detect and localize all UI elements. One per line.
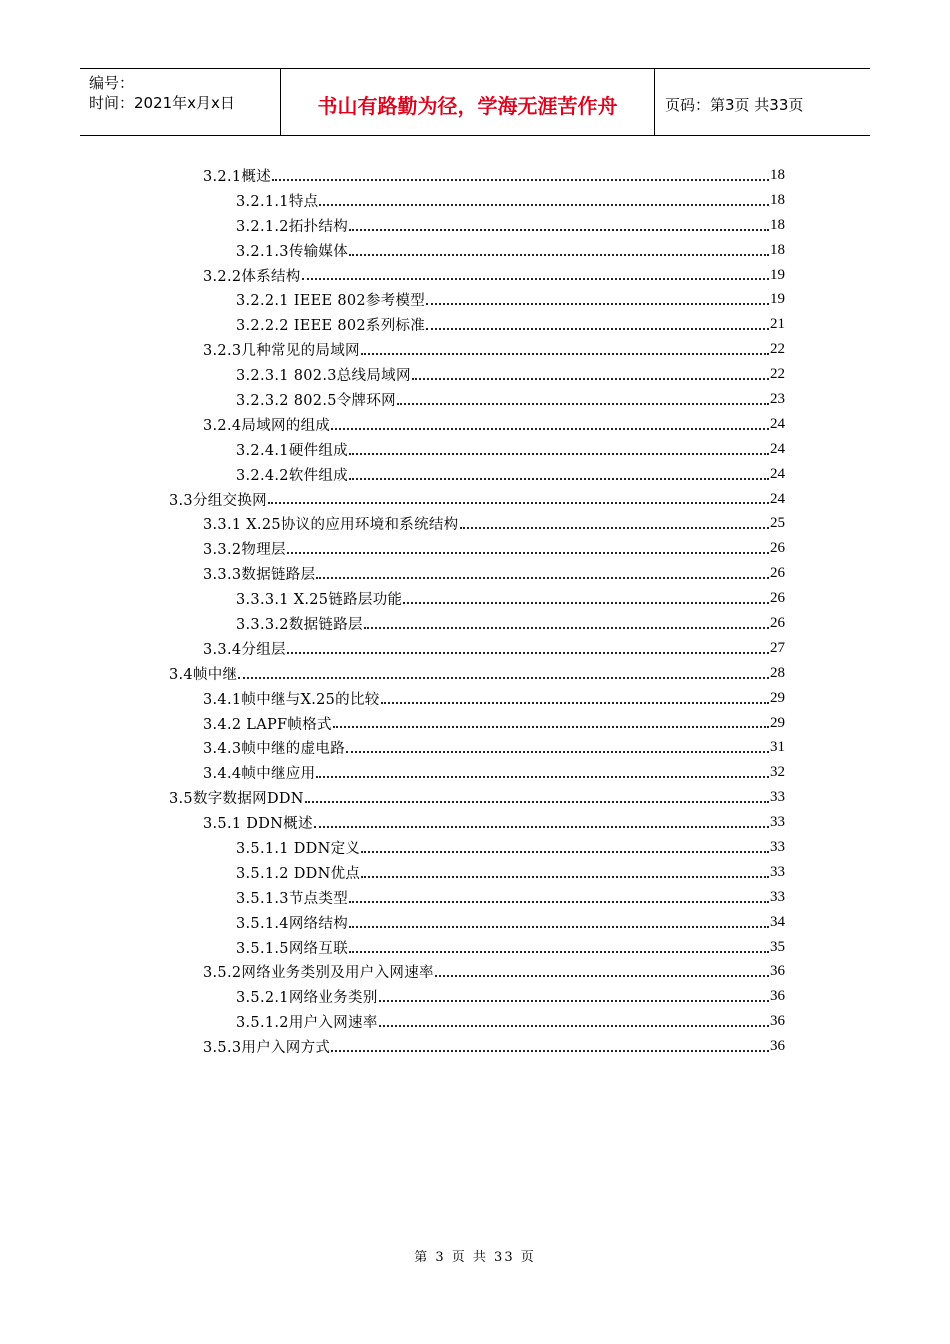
toc-dot-leader xyxy=(460,527,770,529)
toc-entry-title: 3.2.1概述 xyxy=(203,168,271,185)
toc-entry[interactable] xyxy=(0,935,950,960)
toc-entry-title: 3.3.3数据链路层 xyxy=(203,567,316,584)
toc-entry-title: 3.3分组交换网 xyxy=(169,492,267,509)
toc-entry[interactable] xyxy=(0,536,950,561)
toc-entry-title: 3.2.1.1特点 xyxy=(236,193,319,210)
header-page-info: 页码：第3页 共33页 xyxy=(665,95,804,114)
toc-entry-title: 3.2.2体系结构 xyxy=(203,268,301,285)
toc-entry[interactable] xyxy=(0,611,950,636)
toc-entry[interactable] xyxy=(0,810,950,835)
toc-entry-page: 24 xyxy=(770,440,785,457)
toc-entry-page: 32 xyxy=(770,764,785,781)
toc-entry-page: 19 xyxy=(770,266,785,283)
toc-entry[interactable] xyxy=(0,437,950,462)
toc-entry[interactable] xyxy=(0,835,950,860)
toc-dot-leader xyxy=(361,851,769,853)
toc-entry-title: 3.2.4局域网的组成 xyxy=(203,417,331,434)
toc-dot-leader xyxy=(349,453,769,455)
toc-entry-page: 19 xyxy=(770,291,785,308)
toc-entry[interactable] xyxy=(0,661,950,686)
toc-dot-leader xyxy=(349,254,769,256)
toc-entry-title: 3.2.3几种常见的局域网 xyxy=(203,343,360,360)
toc-entry[interactable] xyxy=(0,387,950,412)
toc-dot-leader xyxy=(349,926,769,928)
toc-entry[interactable] xyxy=(0,860,950,885)
toc-entry-page: 29 xyxy=(770,689,785,706)
toc-entry[interactable] xyxy=(0,213,950,238)
toc-entry[interactable] xyxy=(0,238,950,263)
toc-entry-title: 3.3.2物理层 xyxy=(203,542,286,559)
toc-dot-leader xyxy=(305,801,769,803)
toc-entry-page: 36 xyxy=(770,1038,785,1055)
toc-entry-title: 3.2.1.3传输媒体 xyxy=(236,243,349,260)
toc-dot-leader xyxy=(333,726,769,728)
toc-entry[interactable] xyxy=(0,586,950,611)
toc-dot-leader xyxy=(268,502,769,504)
toc-entry[interactable] xyxy=(0,711,950,736)
toc-entry[interactable] xyxy=(0,312,950,337)
toc-entry-page: 18 xyxy=(770,166,785,183)
toc-dot-leader xyxy=(379,1025,769,1027)
toc-dot-leader xyxy=(238,677,769,679)
toc-dot-leader xyxy=(361,876,769,878)
toc-entry-title: 3.3.3.1 X.25链路层功能 xyxy=(236,592,403,609)
toc-dot-leader xyxy=(302,278,769,280)
toc-entry-title: 3.2.3.2 802.5令牌环网 xyxy=(236,392,396,409)
toc-entry[interactable] xyxy=(0,984,950,1009)
toc-entry[interactable] xyxy=(0,287,950,312)
toc-entry-page: 33 xyxy=(770,789,785,806)
toc-entry-title: 3.3.4分组层 xyxy=(203,641,286,658)
toc-entry[interactable] xyxy=(0,1034,950,1059)
toc-dot-leader xyxy=(314,826,769,828)
toc-dot-leader xyxy=(331,428,769,430)
toc-entry-page: 18 xyxy=(770,216,785,233)
toc-entry-title: 3.5.1.3节点类型 xyxy=(236,890,349,907)
toc-entry-page: 36 xyxy=(770,963,785,980)
toc-entry-title: 3.4.3帧中继的虚电路 xyxy=(203,741,345,758)
page-footer: 第 3 页 共 33 页 xyxy=(414,1250,536,1265)
toc-entry-title: 3.5.2.1网络业务类别 xyxy=(236,990,378,1007)
toc-entry-title: 3.5数字数据网DDN xyxy=(169,791,304,808)
toc-entry-title: 3.4.1帧中继与X.25的比较 xyxy=(203,691,380,708)
toc-entry-page: 36 xyxy=(770,988,785,1005)
toc-entry[interactable] xyxy=(0,412,950,437)
page-header xyxy=(80,68,870,136)
toc-dot-leader xyxy=(364,627,769,629)
toc-entry-title: 3.2.2.1 IEEE 802参考模型 xyxy=(236,293,426,310)
toc-entry-title: 3.4.4帧中继应用 xyxy=(203,766,316,783)
toc-dot-leader xyxy=(287,652,769,654)
toc-entry-page: 26 xyxy=(770,540,785,557)
toc-entry-title: 3.5.1.1 DDN定义 xyxy=(236,840,361,857)
toc-entry-page: 26 xyxy=(770,565,785,582)
toc-entry-title: 3.2.4.2软件组成 xyxy=(236,467,349,484)
toc-entry-page: 18 xyxy=(770,241,785,258)
toc-entry-page: 25 xyxy=(770,515,785,532)
toc-entry[interactable] xyxy=(0,785,950,810)
toc-entry-title: 3.3.1 X.25协议的应用环境和系统结构 xyxy=(203,517,459,534)
toc-entry-title: 3.5.1.5网络互联 xyxy=(236,940,349,957)
header-motto: 书山有路勤为径，学海无涯苦作舟 xyxy=(281,69,655,135)
toc-entry-title: 3.5.1 DDN概述 xyxy=(203,816,313,833)
toc-entry-page: 22 xyxy=(770,341,785,358)
toc-entry-page: 34 xyxy=(770,913,785,930)
toc-dot-leader xyxy=(346,751,769,753)
toc-entry[interactable] xyxy=(0,462,950,487)
toc-entry-page: 31 xyxy=(770,739,785,756)
toc-entry[interactable] xyxy=(0,188,950,213)
toc-entry[interactable] xyxy=(0,885,950,910)
toc-dot-leader xyxy=(272,179,769,181)
toc-dot-leader xyxy=(331,1050,769,1052)
toc-entry[interactable] xyxy=(0,163,950,188)
toc-dot-leader xyxy=(349,229,769,231)
toc-entry-title: 3.4.2 LAPF帧格式 xyxy=(203,716,332,733)
toc-entry[interactable] xyxy=(0,511,950,536)
toc-dot-leader xyxy=(403,602,769,604)
toc-entry[interactable] xyxy=(0,561,950,586)
toc-entry-page: 33 xyxy=(770,814,785,831)
toc-dot-leader xyxy=(381,702,769,704)
toc-entry-title: 3.2.3.1 802.3总线局域网 xyxy=(236,368,411,385)
toc-entry-title: 3.4帧中继 xyxy=(169,666,238,683)
toc-entry[interactable] xyxy=(0,735,950,760)
toc-entry[interactable] xyxy=(0,910,950,935)
toc-dot-leader xyxy=(412,378,769,380)
toc-dot-leader xyxy=(361,353,769,355)
toc-dot-leader xyxy=(349,478,769,480)
document-time-label: 时间：2021年x月x日 xyxy=(89,94,235,112)
toc-dot-leader xyxy=(316,577,769,579)
toc-entry-page: 35 xyxy=(770,938,785,955)
toc-entry-title: 3.5.3用户入网方式 xyxy=(203,1040,331,1057)
toc-entry-page: 18 xyxy=(770,191,785,208)
toc-dot-leader xyxy=(397,403,769,405)
toc-entry-page: 23 xyxy=(770,390,785,407)
toc-entry-page: 28 xyxy=(770,664,785,681)
toc-entry-title: 3.2.4.1硬件组成 xyxy=(236,442,349,459)
toc-entry-title: 3.5.1.2 DDN优点 xyxy=(236,865,361,882)
toc-entry[interactable] xyxy=(0,960,950,985)
toc-dot-leader xyxy=(426,303,769,305)
toc-entry-title: 3.3.3.2数据链路层 xyxy=(236,616,363,633)
toc-dot-leader xyxy=(379,1000,769,1002)
table-of-contents xyxy=(0,163,950,1059)
toc-entry[interactable] xyxy=(0,263,950,288)
toc-entry-page: 26 xyxy=(770,614,785,631)
toc-entry-page: 26 xyxy=(770,590,785,607)
toc-dot-leader xyxy=(316,776,769,778)
toc-dot-leader xyxy=(435,975,769,977)
toc-entry-title: 3.5.1.4网络结构 xyxy=(236,915,349,932)
toc-entry-title: 3.2.2.2 IEEE 802系列标准 xyxy=(236,318,426,335)
toc-entry[interactable] xyxy=(0,337,950,362)
document-number-label: 编号： xyxy=(89,74,135,92)
toc-entry[interactable] xyxy=(0,636,950,661)
toc-entry-page: 29 xyxy=(770,714,785,731)
toc-entry-page: 24 xyxy=(770,415,785,432)
toc-dot-leader xyxy=(426,328,769,330)
toc-entry-page: 21 xyxy=(770,316,785,333)
toc-entry[interactable] xyxy=(0,760,950,785)
toc-entry[interactable] xyxy=(0,362,950,387)
toc-dot-leader xyxy=(349,901,769,903)
toc-entry-page: 33 xyxy=(770,888,785,905)
toc-entry[interactable] xyxy=(0,686,950,711)
toc-entry-title: 3.2.1.2拓扑结构 xyxy=(236,218,349,235)
toc-entry-page: 27 xyxy=(770,639,785,656)
header-meta xyxy=(80,69,281,135)
toc-entry-page: 24 xyxy=(770,490,785,507)
toc-dot-leader xyxy=(349,951,769,953)
toc-entry[interactable] xyxy=(0,487,950,512)
toc-entry-page: 36 xyxy=(770,1013,785,1030)
toc-entry-page: 33 xyxy=(770,838,785,855)
toc-entry-title: 3.5.1.2用户入网速率 xyxy=(236,1015,378,1032)
toc-entry-title: 3.5.2网络业务类别及用户入网速率 xyxy=(203,965,434,982)
toc-entry-page: 33 xyxy=(770,863,785,880)
toc-entry-page: 22 xyxy=(770,366,785,383)
toc-entry-page: 24 xyxy=(770,465,785,482)
toc-dot-leader xyxy=(287,552,769,554)
toc-dot-leader xyxy=(319,204,769,206)
toc-entry[interactable] xyxy=(0,1009,950,1034)
